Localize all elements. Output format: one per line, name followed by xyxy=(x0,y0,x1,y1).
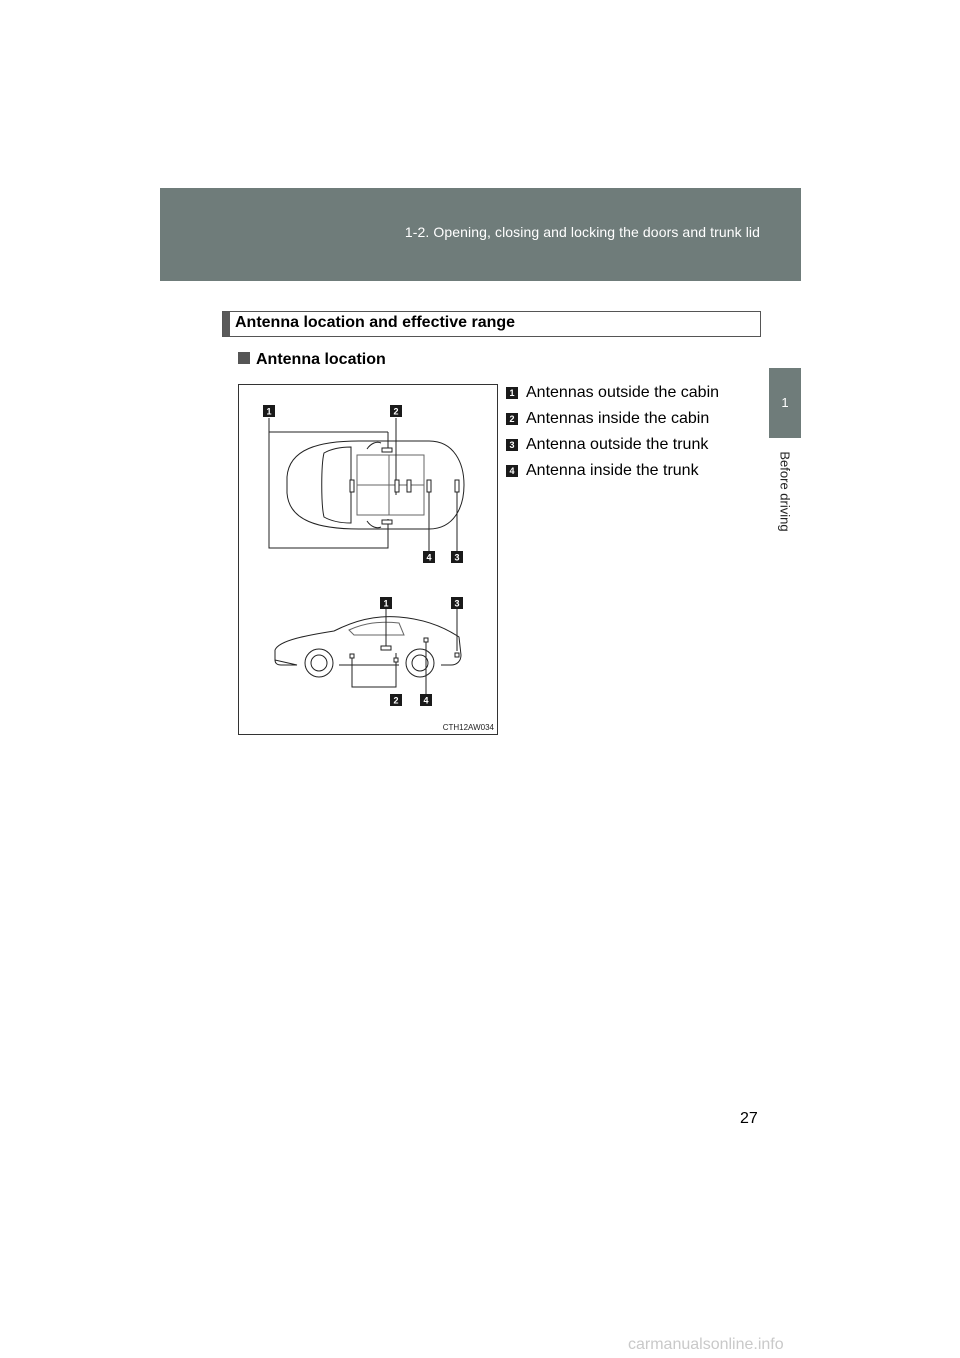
antenna-marker xyxy=(382,448,392,452)
antenna-marker xyxy=(350,654,354,658)
figure-badge: 3 xyxy=(454,598,460,609)
chapter-label: Before driving xyxy=(777,451,793,532)
square-bullet-icon xyxy=(238,352,250,364)
antenna-marker xyxy=(395,480,399,492)
antenna-marker xyxy=(394,658,398,662)
antenna-location-figure xyxy=(238,384,498,735)
legend-item xyxy=(506,380,719,406)
antenna-marker xyxy=(407,480,411,492)
figure-code: CTH12AW034 xyxy=(442,723,494,732)
antenna-marker xyxy=(455,653,459,657)
antenna-marker xyxy=(424,638,428,642)
legend-text: Antennas inside the cabin xyxy=(526,410,710,427)
number-badge: 3 xyxy=(506,439,518,451)
legend-item xyxy=(506,458,719,484)
section-title: Antenna location and effective range xyxy=(235,314,516,331)
antenna-marker xyxy=(382,520,392,524)
figure-badge: 4 xyxy=(426,552,432,563)
antenna-marker xyxy=(455,480,459,492)
header-title: 1-2. Opening, closing and locking the doors and trunk lid xyxy=(404,224,760,240)
page-number: 27 xyxy=(740,1110,758,1127)
section-heading-bar xyxy=(223,312,230,336)
section-heading-box xyxy=(222,311,761,337)
antenna-marker xyxy=(427,480,431,492)
figure-badge: 2 xyxy=(393,695,399,706)
subheading-text: Antenna location xyxy=(256,351,386,368)
number-badge: 1 xyxy=(506,387,518,399)
antenna-marker xyxy=(350,480,354,492)
legend-item xyxy=(506,432,719,458)
legend-text: Antenna inside the trunk xyxy=(526,462,699,479)
legend-text: Antennas outside the cabin xyxy=(526,384,720,401)
figure-badge: 3 xyxy=(454,552,460,563)
watermark[interactable]: carmanualsonline.info xyxy=(628,1336,784,1353)
car-diagram xyxy=(239,385,497,734)
chapter-number: 1 xyxy=(781,395,789,410)
figure-badge: 2 xyxy=(393,406,399,417)
number-badge: 4 xyxy=(506,465,518,477)
number-badge: 2 xyxy=(506,413,518,425)
figure-badge: 1 xyxy=(266,406,272,417)
subheading xyxy=(238,351,386,369)
antenna-marker xyxy=(381,646,391,650)
legend-text: Antenna outside the trunk xyxy=(526,436,709,453)
legend-list xyxy=(506,380,719,484)
figure-badge: 1 xyxy=(383,598,389,609)
figure-badge: 4 xyxy=(423,695,429,706)
legend-item xyxy=(506,406,719,432)
